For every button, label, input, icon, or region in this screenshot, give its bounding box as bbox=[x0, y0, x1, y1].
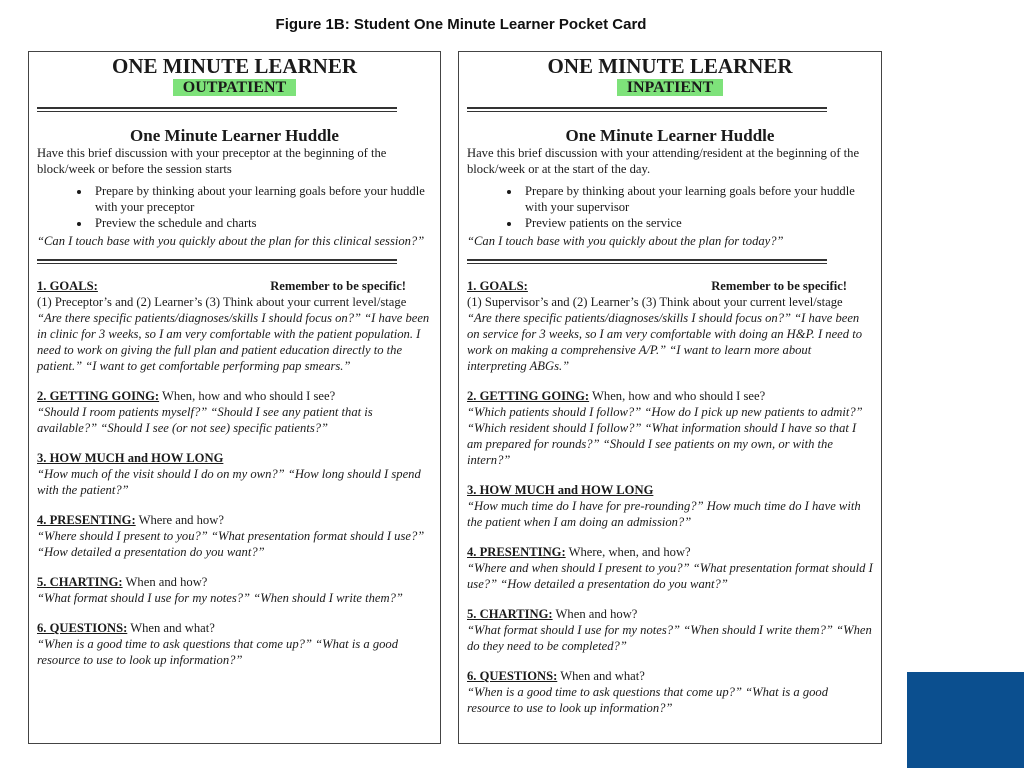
huddle-intro: Have this brief discussion with your attending/resident at the beginning of the block/week or at the start of the day. bbox=[467, 146, 860, 176]
huddle-heading: One Minute Learner Huddle bbox=[130, 126, 339, 145]
remember-specific-note: Remember to be specific! bbox=[711, 279, 847, 293]
section-title: 6. QUESTIONS: bbox=[37, 621, 128, 635]
section-title: 2. GETTING GOING: bbox=[467, 389, 590, 403]
section-heading bbox=[37, 574, 432, 590]
huddle-quote: “Can I touch base with you quickly about the plan for this clinical session?” bbox=[37, 234, 425, 248]
section-heading bbox=[37, 512, 432, 528]
section bbox=[467, 278, 873, 374]
section-subtitle: When and what? bbox=[130, 621, 215, 635]
section bbox=[37, 574, 432, 606]
section-examples: “What format should I use for my notes?” “When should I write them?” “When do they need to be completed?” bbox=[467, 623, 872, 653]
bullet-item: • Preview patients on the service bbox=[521, 215, 873, 231]
double-rule bbox=[37, 259, 397, 264]
card-subtitle bbox=[467, 78, 873, 97]
bullet-item: • Prepare by thinking about your learning goals before your huddle with your preceptor bbox=[91, 183, 432, 215]
section-subtitle: When and how? bbox=[555, 607, 638, 621]
section-title: 5. CHARTING: bbox=[37, 575, 123, 589]
section-examples: “When is a good time to ask questions that come up?” “What is a good resource to use to look up information?” bbox=[37, 637, 399, 667]
section-heading bbox=[467, 278, 873, 294]
section bbox=[467, 544, 873, 592]
section bbox=[467, 482, 873, 530]
double-rule bbox=[37, 107, 397, 112]
sections-list bbox=[467, 278, 873, 716]
section-title: 4. PRESENTING: bbox=[467, 545, 566, 559]
section-heading bbox=[467, 482, 873, 498]
section bbox=[467, 606, 873, 654]
double-rule bbox=[467, 259, 827, 264]
section-heading bbox=[467, 388, 873, 404]
section-title: 3. HOW MUCH and HOW LONG bbox=[467, 483, 654, 497]
huddle-heading: One Minute Learner Huddle bbox=[565, 126, 775, 145]
highlighted-setting: OUTPATIENT bbox=[173, 79, 296, 96]
card-title: ONE MINUTE LEARNER bbox=[547, 54, 793, 78]
section-subtitle: Where, when, and how? bbox=[568, 545, 691, 559]
section-heading bbox=[37, 278, 432, 294]
section-heading bbox=[467, 606, 873, 622]
section bbox=[467, 388, 873, 468]
section-title: 1. GOALS: bbox=[467, 279, 528, 293]
section-subtitle: Where and how? bbox=[138, 513, 224, 527]
section bbox=[37, 278, 432, 374]
section-examples: “Are there specific patients/diagnoses/skills I should focus on?” “I have been in clinic for 3 weeks, so I am very comfortable with the patient population. I need to work on giving the full plan and patient education directly to the patient.” “I want to get comfortable performing pap smears.” bbox=[37, 311, 430, 373]
section-examples: “How much of the visit should I do on my own?” “How long should I spend with the patient?” bbox=[37, 467, 421, 497]
section-heading bbox=[37, 388, 432, 404]
section-heading bbox=[467, 544, 873, 560]
section-examples: “Where should I present to you?” “What presentation format should I use?” “How detailed a presentation do you want?” bbox=[37, 529, 425, 559]
bullet-item: • Preview the schedule and charts bbox=[91, 215, 432, 231]
section-heading bbox=[37, 450, 432, 466]
huddle-bullets bbox=[467, 183, 873, 231]
section-subtitle: When, how and who should I see? bbox=[592, 389, 766, 403]
section bbox=[467, 668, 873, 716]
section-title: 4. PRESENTING: bbox=[37, 513, 136, 527]
section bbox=[37, 512, 432, 560]
section-title: 6. QUESTIONS: bbox=[467, 669, 558, 683]
section-examples: “What format should I use for my notes?” “When should I write them?” bbox=[37, 591, 403, 605]
section-examples: “Which patients should I follow?” “How do I pick up new patients to admit?” “Which resident should I follow?” “What information should I have so that I am prepared for rounds?” “Should I see patients on my own, or with the intern?” bbox=[467, 405, 863, 467]
card-subtitle bbox=[37, 78, 432, 97]
section-examples: “Are there specific patients/diagnoses/skills I should focus on?” “I have been on service for 3 weeks, so I am very comfortable with doing an H&P. I need to work on making a comprehensive A/P.” “I want to learn more about interpreting ABGs.” bbox=[467, 311, 862, 373]
section-subtitle: When, how and who should I see? bbox=[162, 389, 336, 403]
outpatient-card bbox=[28, 51, 441, 744]
corner-blue-block bbox=[907, 672, 1024, 768]
section-description: (1) Supervisor’s and (2) Learner’s (3) Think about your current level/stage bbox=[467, 295, 843, 309]
figure-title: Figure 1B: Student One Minute Learner Pocket Card bbox=[275, 16, 647, 33]
double-rule bbox=[467, 107, 827, 112]
inpatient-card bbox=[458, 51, 882, 744]
huddle-intro: Have this brief discussion with your preceptor at the beginning of the block/week or before the session starts bbox=[37, 146, 387, 176]
remember-specific-note: Remember to be specific! bbox=[270, 279, 406, 293]
section-title: 3. HOW MUCH and HOW LONG bbox=[37, 451, 224, 465]
section-examples: “How much time do I have for pre-rounding?” How much time do I have with the patient when I am doing an admission?” bbox=[467, 499, 861, 529]
section-heading bbox=[467, 668, 873, 684]
card-title: ONE MINUTE LEARNER bbox=[111, 54, 358, 78]
bullet-item: • Prepare by thinking about your learning goals before your huddle with your supervisor bbox=[521, 183, 873, 215]
section bbox=[37, 450, 432, 498]
section bbox=[37, 620, 432, 668]
huddle-quote: “Can I touch base with you quickly about the plan for today?” bbox=[467, 234, 784, 248]
huddle-bullets bbox=[37, 183, 432, 231]
section-subtitle: When and how? bbox=[125, 575, 208, 589]
section-examples: “Should I room patients myself?” “Should I see any patient that is available?” “Should I see (or not see) specific patients?” bbox=[37, 405, 373, 435]
section-heading bbox=[37, 620, 432, 636]
section-title: 5. CHARTING: bbox=[467, 607, 553, 621]
section-examples: “When is a good time to ask questions that come up?” “What is a good resource to use to look up information?” bbox=[467, 685, 829, 715]
section bbox=[37, 388, 432, 436]
section-title: 1. GOALS: bbox=[37, 279, 98, 293]
section-description: (1) Preceptor’s and (2) Learner’s (3) Think about your current level/stage bbox=[37, 295, 407, 309]
section-title: 2. GETTING GOING: bbox=[37, 389, 160, 403]
highlighted-setting: INPATIENT bbox=[617, 79, 724, 96]
section-examples: “Where and when should I present to you?” “What presentation format should I use?” “How detailed a presentation do you want?” bbox=[467, 561, 873, 591]
section-subtitle: When and what? bbox=[560, 669, 645, 683]
sections-list bbox=[37, 278, 432, 668]
